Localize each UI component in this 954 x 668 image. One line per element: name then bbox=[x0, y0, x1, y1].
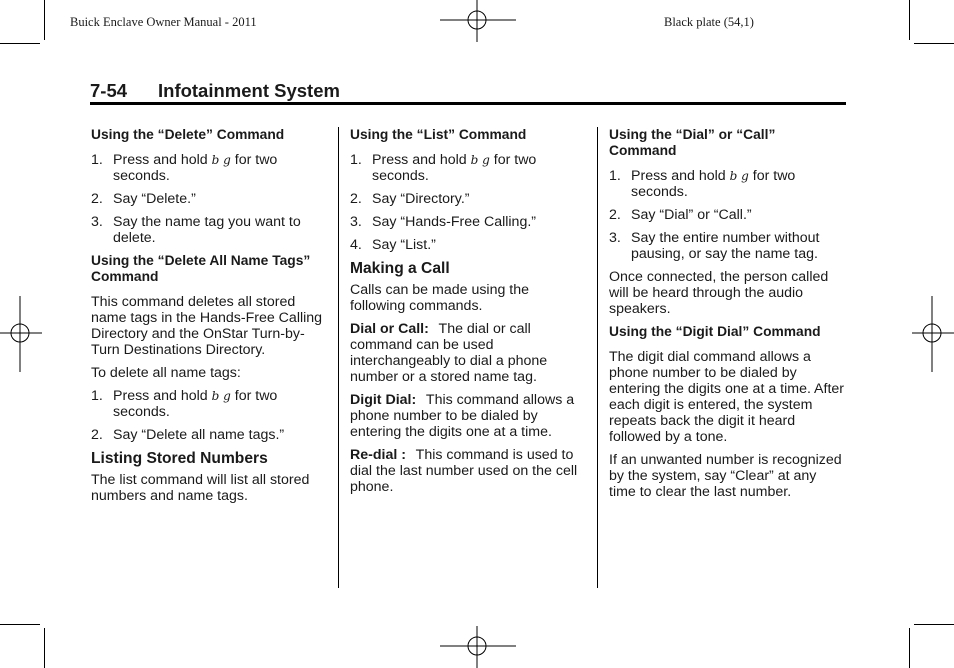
list-item bbox=[609, 168, 845, 200]
step-number: 1. bbox=[609, 168, 621, 184]
column-1 bbox=[91, 127, 327, 511]
step-text: for two seconds. bbox=[113, 388, 278, 420]
list-item bbox=[91, 388, 327, 420]
section-title: Infotainment System bbox=[158, 80, 340, 101]
paragraph: If an unwanted number is recognized by the system, say “Clear” at any time to clear the last number. bbox=[609, 452, 842, 500]
phone-voice-icon: b g bbox=[470, 153, 490, 167]
term-label: Digit Dial: bbox=[350, 392, 417, 408]
step-text: Say the entire number without pausing, or say the name tag. bbox=[631, 230, 820, 262]
page-number: 7-54 bbox=[90, 80, 128, 101]
digit-dial-heading: Using the “Digit Dial” Command bbox=[609, 324, 821, 339]
crop-mark bbox=[44, 0, 45, 40]
list-item bbox=[350, 214, 586, 230]
step-text: for two seconds. bbox=[372, 152, 537, 184]
step-number: 3. bbox=[91, 214, 103, 230]
term-description: This command is used to dial the last number used on the cell phone. bbox=[350, 447, 578, 495]
registration-mark-icon bbox=[440, 0, 516, 42]
header-rule bbox=[90, 102, 846, 105]
crop-mark bbox=[44, 628, 45, 668]
dial-or-call-paragraph bbox=[350, 321, 586, 385]
list-item bbox=[350, 191, 586, 207]
crop-mark bbox=[914, 43, 954, 44]
making-call-heading: Making a Call bbox=[350, 260, 450, 277]
dial-command-heading: Using the “Dial” or “Call” Command bbox=[609, 127, 776, 158]
paragraph: To delete all name tags: bbox=[91, 365, 241, 381]
list-item bbox=[91, 191, 327, 207]
paragraph: Calls can be made using the following commands. bbox=[350, 282, 530, 314]
step-number: 2. bbox=[609, 207, 621, 223]
step-number: 2. bbox=[350, 191, 362, 207]
step-text: Press and hold bbox=[631, 168, 726, 184]
phone-voice-icon: b g bbox=[211, 389, 231, 403]
list-item bbox=[350, 152, 586, 184]
crop-mark bbox=[0, 624, 40, 625]
paragraph: The list command will list all stored numbers and name tags. bbox=[91, 472, 310, 504]
step-text: Press and hold bbox=[113, 388, 208, 404]
step-number: 3. bbox=[609, 230, 621, 246]
column-3 bbox=[609, 127, 845, 507]
step-text: Say “Delete all name tags.” bbox=[113, 427, 285, 443]
list-item bbox=[609, 230, 845, 262]
step-text: Say “List.” bbox=[372, 237, 436, 253]
list-command-steps bbox=[350, 152, 586, 253]
paragraph: This command deletes all stored name tags in the Hands-Free Calling Directory and the OnStar Turn-by-Turn Destinations Directory. bbox=[91, 294, 323, 358]
crop-mark bbox=[914, 624, 954, 625]
phone-voice-icon: b g bbox=[211, 153, 231, 167]
list-item bbox=[91, 214, 327, 246]
term-description: The dial or call command can be used interchangeably to dial a phone number or a stored name tag. bbox=[350, 321, 548, 385]
paragraph: Once connected, the person called will be heard through the audio speakers. bbox=[609, 269, 829, 317]
list-item bbox=[609, 207, 845, 223]
crop-mark bbox=[909, 0, 910, 40]
list-item bbox=[91, 152, 327, 184]
step-number: 2. bbox=[91, 427, 103, 443]
step-text: for two seconds. bbox=[631, 168, 796, 200]
running-header-title: Buick Enclave Owner Manual - 2011 bbox=[70, 15, 257, 29]
step-number: 1. bbox=[350, 152, 362, 168]
crop-mark bbox=[909, 628, 910, 668]
step-number: 1. bbox=[91, 152, 103, 168]
step-number: 3. bbox=[350, 214, 362, 230]
listing-heading: Listing Stored Numbers bbox=[91, 450, 268, 467]
delete-command-steps bbox=[91, 152, 327, 246]
phone-voice-icon: b g bbox=[729, 169, 749, 183]
column-divider bbox=[597, 127, 598, 588]
list-item bbox=[91, 427, 327, 443]
delete-all-heading: Using the “Delete All Name Tags” Command bbox=[91, 253, 311, 284]
registration-mark-icon bbox=[912, 296, 954, 372]
dial-command-steps bbox=[609, 168, 845, 262]
step-number: 2. bbox=[91, 191, 103, 207]
running-header-plate: Black plate (54,1) bbox=[664, 15, 754, 29]
delete-all-steps bbox=[91, 388, 327, 443]
step-text: Say “Delete.” bbox=[113, 191, 196, 207]
list-item bbox=[350, 237, 586, 253]
list-command-heading: Using the “List” Command bbox=[350, 127, 527, 142]
registration-mark-icon bbox=[440, 626, 516, 668]
term-label: Dial or Call: bbox=[350, 321, 429, 337]
step-text: Say “Hands-Free Calling.” bbox=[372, 214, 537, 230]
column-2 bbox=[350, 127, 586, 502]
step-text: Say the name tag you want to delete. bbox=[113, 214, 301, 246]
crop-mark bbox=[0, 43, 40, 44]
step-text: for two seconds. bbox=[113, 152, 278, 184]
step-text: Say “Directory.” bbox=[372, 191, 470, 207]
column-divider bbox=[338, 127, 339, 588]
step-text: Press and hold bbox=[372, 152, 467, 168]
term-description: This command allows a phone number to be dialed by entering the digits one at a time. bbox=[350, 392, 575, 440]
digit-dial-paragraph bbox=[350, 392, 586, 440]
step-number: 1. bbox=[91, 388, 103, 404]
term-label: Re-dial : bbox=[350, 447, 406, 463]
step-text: Say “Dial” or “Call.” bbox=[631, 207, 752, 223]
registration-mark-icon bbox=[0, 296, 42, 372]
step-number: 4. bbox=[350, 237, 362, 253]
redial-paragraph bbox=[350, 447, 586, 495]
step-text: Press and hold bbox=[113, 152, 208, 168]
paragraph: The digit dial command allows a phone number to be dialed by entering the digits one at a time. After each digit is entered, the system repeats back the digit it heard followed by a tone. bbox=[609, 349, 845, 445]
delete-command-heading: Using the “Delete” Command bbox=[91, 127, 285, 142]
